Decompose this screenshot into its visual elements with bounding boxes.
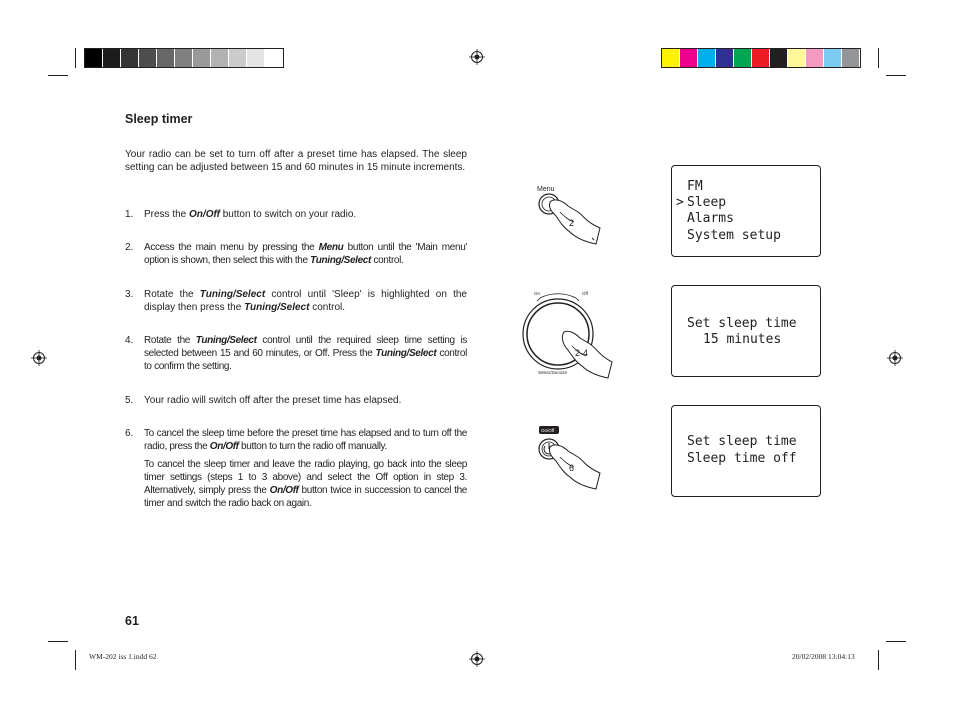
- crop-mark: [886, 641, 906, 642]
- print-timestamp: 20/02/2008 13:04:13: [792, 652, 855, 661]
- calibration-swatch: [193, 49, 211, 67]
- step-4: [125, 334, 467, 373]
- calibration-swatch: [85, 49, 103, 67]
- control-name: Tuning/Select: [199, 289, 266, 300]
- step-text: Your radio will switch off after the preset time has elapsed.: [144, 395, 402, 406]
- calibration-swatch: [121, 49, 139, 67]
- display-line: Sleep time off: [687, 451, 797, 466]
- calibration-swatch: [157, 49, 175, 67]
- crop-mark: [48, 75, 68, 76]
- calibration-swatch: [788, 49, 806, 67]
- step-number: 1.: [125, 209, 134, 220]
- calibration-swatch: [734, 49, 752, 67]
- lcd-display-sleep-time: [671, 285, 821, 377]
- step-text: To cancel the sleep time before the preset time has elapsed and to turn off the radio, press the: [144, 428, 467, 452]
- color-calibration-bar: [661, 48, 861, 68]
- crop-mark: [75, 650, 76, 670]
- lcd-display-main-menu: [671, 165, 821, 257]
- control-name: Tuning/Select: [195, 335, 257, 346]
- calibration-swatch: [824, 49, 842, 67]
- menu-option: System setup: [687, 228, 781, 243]
- step-2: [125, 241, 467, 267]
- knob-label: Off: [582, 291, 588, 296]
- calibration-swatch: [662, 49, 680, 67]
- registration-mark-icon: [469, 49, 485, 65]
- crop-mark: [878, 650, 879, 670]
- calibration-swatch: [247, 49, 265, 67]
- calibration-swatch: [265, 49, 283, 67]
- step-text: button to switch on your radio.: [219, 209, 357, 220]
- control-name: Menu: [318, 242, 344, 253]
- menu-option: Alarms: [687, 211, 734, 226]
- step-text: control until 'Sleep' is highlighted on the display then press the: [144, 289, 467, 313]
- calibration-swatch: [842, 49, 860, 67]
- calibration-swatch: [752, 49, 770, 67]
- control-name: On/Off: [209, 441, 239, 452]
- calibration-swatch: [229, 49, 247, 67]
- step-number: 4.: [125, 335, 134, 346]
- crop-mark: [878, 48, 879, 68]
- calibration-swatch: [211, 49, 229, 67]
- step-text: control.: [309, 302, 346, 313]
- grayscale-calibration-bar: [84, 48, 284, 68]
- step-number: 5.: [125, 395, 134, 406]
- page-number: 61: [125, 614, 139, 628]
- control-name: Tuning/Select: [244, 302, 310, 313]
- step-text: Access the main menu by pressing the: [144, 242, 319, 253]
- step-text: button twice in succession to cancel the timer and switch the radio back on again.: [144, 485, 468, 509]
- step-number: 2.: [125, 242, 134, 253]
- step-callout: 2-4: [575, 348, 589, 358]
- step-text: Press the: [144, 209, 190, 220]
- step-3: [125, 288, 467, 314]
- menu-cursor: >: [676, 195, 684, 210]
- calibration-swatch: [698, 49, 716, 67]
- crop-mark: [48, 641, 68, 642]
- step-number: 3.: [125, 289, 134, 300]
- step-6: [125, 427, 467, 510]
- control-name: On/Off: [269, 485, 299, 496]
- step-text: control.: [371, 255, 404, 266]
- calibration-swatch: [175, 49, 193, 67]
- control-name: On/Off: [189, 209, 220, 220]
- step-text: button until the 'Main menu' option is shown, then select this with the: [144, 242, 467, 266]
- calibration-swatch: [139, 49, 157, 67]
- display-line: Set sleep time: [687, 316, 797, 331]
- knob-label: Select/Snooze: [538, 370, 568, 375]
- control-name: Tuning/Select: [375, 348, 437, 359]
- crop-mark: [886, 75, 906, 76]
- calibration-swatch: [806, 49, 824, 67]
- menu-option: FM: [687, 179, 703, 194]
- registration-mark-icon: [31, 350, 47, 366]
- menu-button-label: Menu: [537, 186, 555, 193]
- lcd-display-sleep-off: [671, 405, 821, 497]
- calibration-swatch: [680, 49, 698, 67]
- step-text: Rotate the: [144, 335, 196, 346]
- tuning-select-knob-illustration: [520, 286, 616, 380]
- knob-label: On: [534, 291, 541, 296]
- control-name: Tuning/Select: [310, 255, 372, 266]
- display-line: Set sleep time: [687, 434, 797, 449]
- step-text: To cancel the sleep timer and leave the radio playing, go back into the sleep timer settings (steps 1 to 3 above) and select the Off option in step 3. Alternatively, simply press the: [144, 459, 467, 496]
- step-text: button to turn the radio off manually.: [238, 441, 387, 452]
- on-off-button-label: On/Off: [541, 428, 555, 433]
- step-5: [125, 394, 467, 407]
- calibration-swatch: [770, 49, 788, 67]
- calibration-swatch: [103, 49, 121, 67]
- intro-paragraph: Your radio can be set to turn off after a preset time has elapsed. The sleep setting can be adjusted between 15 and 60 minutes in 15 minute increments.: [125, 149, 467, 173]
- registration-mark-icon: [469, 651, 485, 667]
- display-line: 15 minutes: [703, 332, 782, 347]
- section-title: Sleep timer: [125, 112, 193, 126]
- step-1: [125, 208, 467, 221]
- step-text: control to confirm the setting.: [144, 348, 467, 372]
- step-callout: 6: [569, 463, 575, 473]
- on-off-button-illustration: [530, 424, 610, 494]
- menu-button-illustration: [530, 182, 610, 248]
- step-text: control until the required sleep time setting is selected between 15 and 60 minutes, or Off. Press the: [144, 335, 468, 359]
- crop-mark: [75, 48, 76, 68]
- menu-option-selected: Sleep: [687, 195, 727, 210]
- calibration-swatch: [716, 49, 734, 67]
- file-info: WM-202 iss 1.indd 62: [89, 652, 157, 661]
- step-callout: 2: [569, 218, 575, 228]
- registration-mark-icon: [887, 350, 903, 366]
- step-number: 6.: [125, 428, 134, 439]
- step-6-extra: [144, 458, 467, 510]
- step-text: Rotate the: [144, 289, 200, 300]
